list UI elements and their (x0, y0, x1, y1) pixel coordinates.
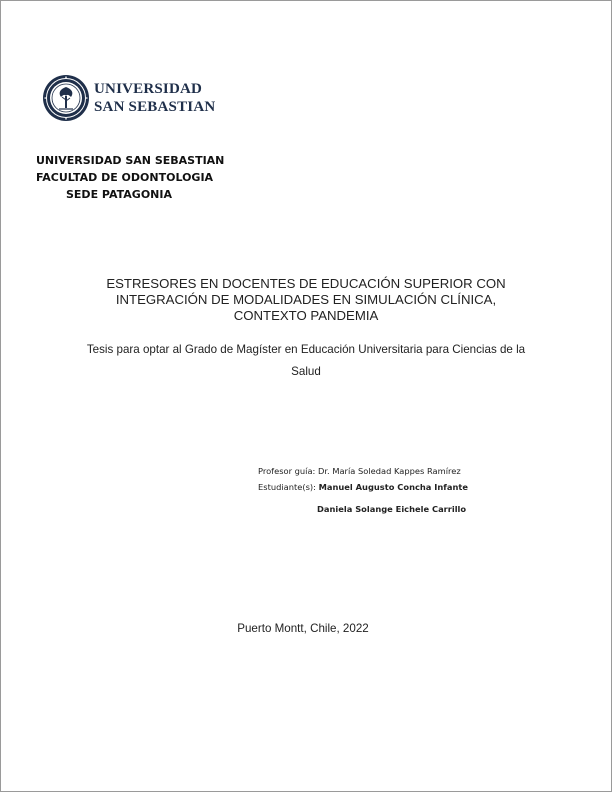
advisor-name: Dr. María Soledad Kappes Ramírez (318, 466, 461, 476)
student-name: Daniela Solange Eichele Carrillo (317, 504, 467, 514)
title-line: INTEGRACIÓN DE MODALIDADES EN SIMULACIÓN CLÍNICA, (115, 292, 497, 307)
place-date (0, 622, 612, 635)
university-seal-icon (42, 74, 90, 122)
title-line: CONTEXTO PANDEMIA (233, 308, 379, 323)
title-line: ESTRESORES EN DOCENTES DE EDUCACIÓN SUPERIOR CON (106, 276, 506, 291)
university-name: UNIVERSIDAD SAN SEBASTIAN (36, 154, 225, 167)
advisor-label: Profesor guía: (258, 466, 316, 476)
student-name: Manuel Augusto Concha Infante (318, 482, 468, 492)
students-label: Estudiante(s): (258, 482, 316, 492)
place-date-text: Puerto Montt, Chile, 2022 (237, 622, 369, 635)
thesis-subtitle (52, 339, 560, 383)
students-row (258, 479, 468, 495)
campus-name: SEDE PATAGONIA (66, 188, 172, 201)
subtitle-line: Salud (291, 365, 321, 378)
university-logo (42, 74, 215, 122)
logo-line-1: UNIVERSIDAD (94, 81, 203, 97)
advisor-row (258, 463, 468, 479)
faculty-name: FACULTAD DE ODONTOLOGIA (36, 171, 214, 184)
logo-line-2: SAN SEBASTIAN (94, 99, 216, 115)
institution-block (36, 152, 224, 203)
thesis-title (60, 276, 552, 324)
authors-block (258, 463, 468, 517)
subtitle-line: Tesis para optar al Grado de Magíster en Educación Universitaria para Ciencias de la (86, 343, 526, 356)
logo-wordmark (94, 80, 215, 116)
